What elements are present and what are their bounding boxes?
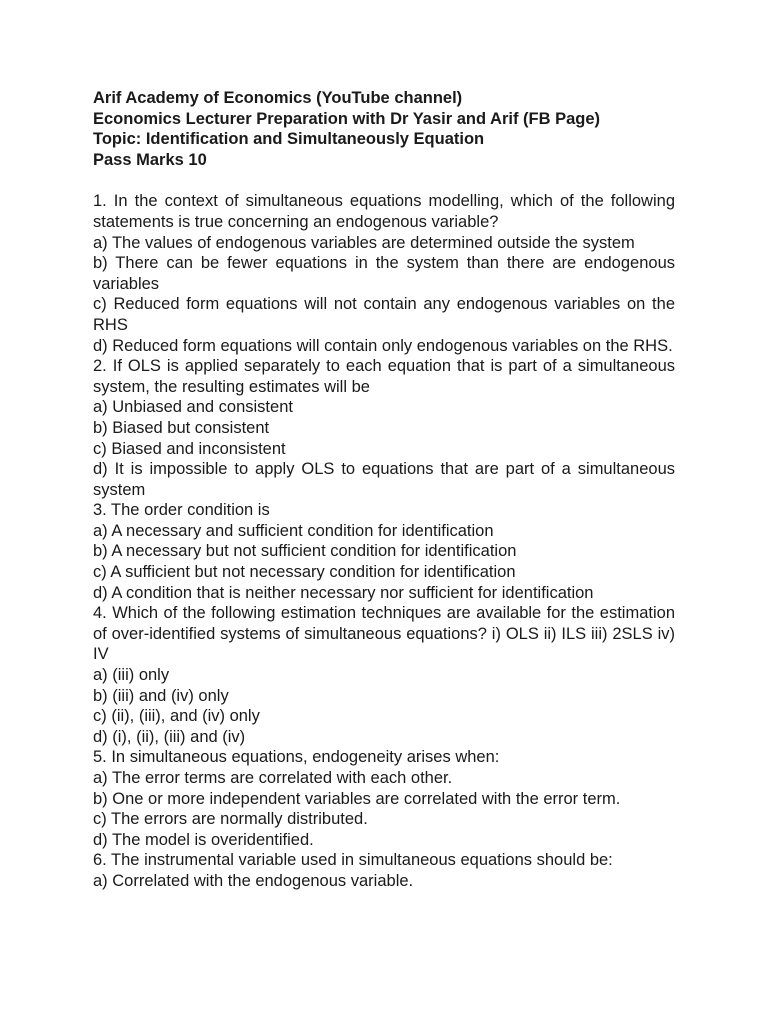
answer-option: a) Correlated with the endogenous variable. [93, 871, 414, 890]
question-text: 1. In the context of simultaneous equations modelling, which of the following statements is true concerning an endogenous variable? [93, 192, 675, 231]
question-block [93, 850, 675, 891]
pass-marks: Pass Marks 10 [93, 150, 207, 169]
answer-option: b) Biased but consistent [93, 418, 270, 437]
answer-option: d) Reduced form equations will contain only endogenous variables on the RHS. [93, 336, 673, 355]
answer-option: b) There can be fewer equations in the system than there are endogenous variables [93, 254, 675, 293]
document-page [93, 88, 675, 892]
question-text: 2. If OLS is applied separately to each equation that is part of a simultaneous system, the resulting estimates will be [93, 357, 675, 396]
answer-option: c) A sufficient but not necessary condition for identification [93, 563, 516, 582]
question-block [93, 356, 675, 500]
answer-option: a) (iii) only [93, 666, 170, 685]
question-text: 5. In simultaneous equations, endogeneity arises when: [93, 748, 500, 767]
question-text: 4. Which of the following estimation techniques are available for the estimation of over-identified systems of simultaneous equations? i) OLS ii) ILS iii) 2SLS iv) IV [93, 604, 675, 664]
question-block [93, 747, 675, 850]
question-block [93, 191, 675, 356]
question-block [93, 500, 675, 603]
answer-option: c) Biased and inconsistent [93, 439, 286, 458]
spacer [93, 170, 675, 191]
answer-option: b) (iii) and (iv) only [93, 686, 229, 705]
answer-option: a) A necessary and sufficient condition for identification [93, 521, 494, 540]
question-text: 3. The order condition is [93, 501, 270, 520]
question-block [93, 603, 675, 747]
answer-option: d) It is impossible to apply OLS to equations that are part of a simultaneous system [93, 460, 675, 499]
question-text: 6. The instrumental variable used in simultaneous equations should be: [93, 851, 613, 870]
course-title: Economics Lecturer Preparation with Dr Yasir and Arif (FB Page) [93, 109, 601, 128]
answer-option: d) (i), (ii), (iii) and (iv) [93, 727, 246, 746]
answer-option: b) A necessary but not sufficient condition for identification [93, 542, 517, 561]
answer-option: c) The errors are normally distributed. [93, 810, 368, 829]
topic-title: Topic: Identification and Simultaneously Equation [93, 130, 485, 149]
answer-option: a) The error terms are correlated with each other. [93, 769, 453, 787]
answer-option: d) The model is overidentified. [93, 830, 314, 849]
channel-title: Arif Academy of Economics (YouTube channel) [93, 89, 463, 107]
answer-option: c) (ii), (iii), and (iv) only [93, 707, 260, 726]
answer-option: a) The values of endogenous variables are determined outside the system [93, 233, 635, 252]
answer-option: a) Unbiased and consistent [93, 398, 293, 417]
answer-option: b) One or more independent variables are correlated with the error term. [93, 789, 621, 808]
answer-option: d) A condition that is neither necessary nor sufficient for identification [93, 583, 594, 602]
answer-option: c) Reduced form equations will not contain any endogenous variables on the RHS [93, 295, 675, 334]
